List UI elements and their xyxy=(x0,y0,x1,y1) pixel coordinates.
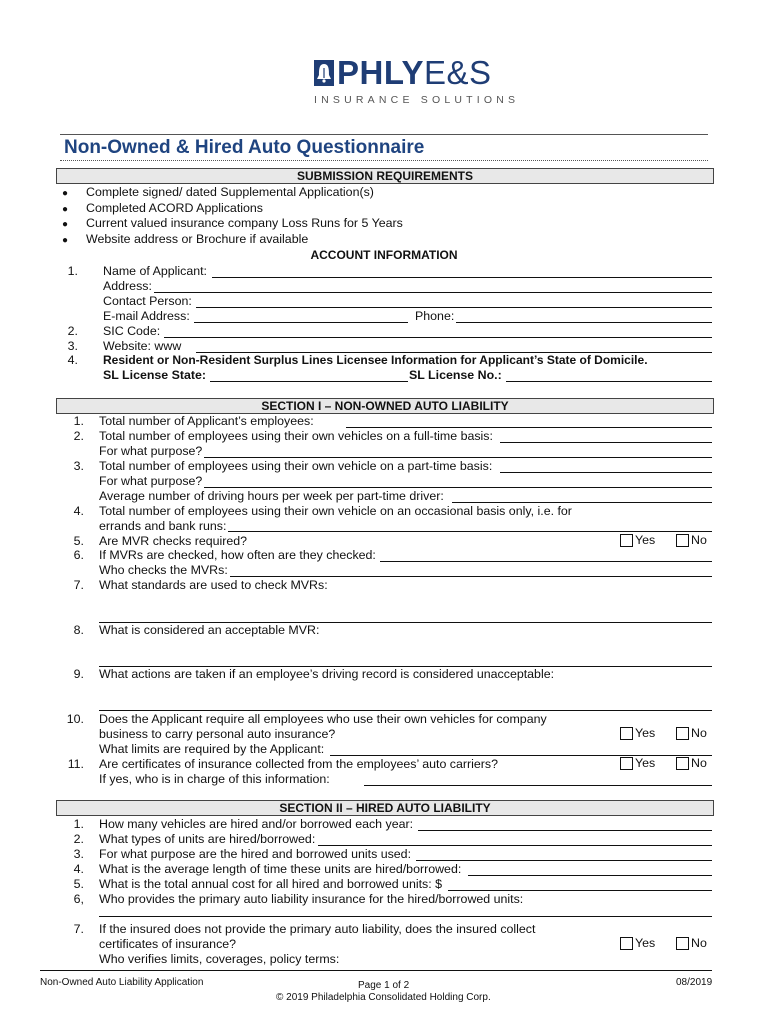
sl-state-label: SL License State: xyxy=(103,368,207,382)
s1-q5-no-checkbox[interactable] xyxy=(676,533,707,547)
s1-q5-label: Are MVR checks required? xyxy=(99,534,248,548)
item-number: 5. xyxy=(73,877,84,891)
s1-q10-label: Does the Applicant require all employees who use their own vehicles for company xyxy=(99,712,547,726)
checkbox-icon xyxy=(620,937,633,950)
s1-q2-purpose-label: For what purpose? xyxy=(99,444,203,458)
item-number: 10. xyxy=(66,712,84,726)
address-label: Address: xyxy=(103,279,152,293)
item-number: 2. xyxy=(73,832,84,846)
submission-item: Website address or Brochure if available xyxy=(86,232,309,246)
submission-item: Completed ACORD Applications xyxy=(86,201,263,215)
s1-q11-label: Are certificates of insurance collected from the employees’ auto carriers? xyxy=(99,757,498,771)
page-title: Non-Owned & Hired Auto Questionnaire xyxy=(64,137,425,158)
footer-form-name: Non-Owned Auto Liability Application xyxy=(40,977,204,988)
s1-q4-cont-label: errands and bank runs: xyxy=(99,519,227,533)
s2-q3-field[interactable] xyxy=(416,860,712,861)
title-rule-top xyxy=(60,134,708,135)
submission-item: Complete signed/ dated Supplemental Application(s) xyxy=(86,185,374,199)
applicant-name-label: Name of Applicant: xyxy=(103,264,208,278)
section1-heading: SECTION I – NON-OWNED AUTO LIABILITY xyxy=(56,398,714,414)
s1-q3-purpose-field[interactable] xyxy=(204,487,712,488)
s2-q6-label: Who provides the primary auto liability insurance for the hired/borrowed units: xyxy=(99,892,524,906)
logo-tagline: INSURANCE SOLUTIONS xyxy=(314,94,520,106)
item-number: 4. xyxy=(73,504,84,518)
s1-q6-who-label: Who checks the MVRs: xyxy=(99,563,228,577)
applicant-name-field[interactable] xyxy=(212,277,712,278)
s1-q3-label: Total number of employees using their own vehicle on a part-time basis: xyxy=(99,459,493,473)
s1-q7-label: What standards are used to check MVRs: xyxy=(99,578,328,592)
no-label: No xyxy=(691,533,707,547)
item-number: 7. xyxy=(73,922,84,936)
s1-q8-label: What is considered an acceptable MVR: xyxy=(99,623,320,637)
s1-q11-who-field[interactable] xyxy=(364,785,712,786)
s1-q2-purpose-field[interactable] xyxy=(204,457,712,458)
s1-q11-no-checkbox[interactable] xyxy=(676,756,707,770)
s1-q10-limits-label: What limits are required by the Applicant: xyxy=(99,742,325,756)
sic-label: SIC Code: xyxy=(103,324,161,338)
item-number: 7. xyxy=(73,578,84,592)
item-number: 2. xyxy=(73,429,84,443)
email-label: E-mail Address: xyxy=(103,309,190,323)
title-rule-bottom xyxy=(60,160,708,161)
s2-q4-label: What is the average length of time these units are hired/borrowed: xyxy=(99,862,462,876)
bullet: ● xyxy=(62,204,69,215)
no-label: No xyxy=(691,756,707,770)
s1-q3-hours-label: Average number of driving hours per week per part-time driver: xyxy=(99,489,444,503)
s1-q1-label: Total number of Applicant’s employees: xyxy=(99,414,314,428)
phone-label: Phone: xyxy=(415,309,455,323)
s1-q9-label: What actions are taken if an employee’s driving record is considered unacceptable: xyxy=(99,667,555,681)
s1-q6-who-field[interactable] xyxy=(230,576,712,577)
yes-label: Yes xyxy=(635,533,656,547)
s2-q7-cont-label: certificates of insurance? xyxy=(99,937,237,951)
item-number: 4. xyxy=(67,353,78,367)
s1-q10-yes-checkbox[interactable] xyxy=(620,726,655,740)
logo-suffix: E&S xyxy=(423,54,492,91)
item-number: 6, xyxy=(73,892,84,906)
s1-q11-who-label: If yes, who is in charge of this information: xyxy=(99,772,330,786)
s1-q3-purpose-label: For what purpose? xyxy=(99,474,203,488)
s2-q7-verify-field[interactable] xyxy=(40,970,712,971)
s1-q4-field[interactable] xyxy=(228,531,712,532)
s2-q6-field[interactable] xyxy=(99,916,712,917)
s2-q7-label: If the insured does not provide the primary auto liability, does the insured collect xyxy=(99,922,536,936)
s2-q7-no-checkbox[interactable] xyxy=(676,936,707,950)
s1-q2-field[interactable] xyxy=(500,442,712,443)
sl-no-field[interactable] xyxy=(506,381,712,382)
s2-q7-verify-label: Who verifies limits, coverages, policy terms: xyxy=(99,952,340,966)
s1-q11-yes-checkbox[interactable] xyxy=(620,756,655,770)
resident-note: Resident or Non-Resident Surplus Lines Licensee Information for Applicant’s State of Domicile. xyxy=(103,353,648,367)
item-number: 9. xyxy=(73,667,84,681)
yes-label: Yes xyxy=(635,756,656,770)
no-label: No xyxy=(691,936,707,950)
item-number: 5. xyxy=(73,534,84,548)
website-label: Website: www xyxy=(103,339,182,353)
s2-q2-field[interactable] xyxy=(318,845,712,846)
item-number: 8. xyxy=(73,623,84,637)
logo-brand: PHLY xyxy=(337,54,424,91)
item-number: 1. xyxy=(73,817,84,831)
no-label: No xyxy=(691,726,707,740)
email-field[interactable] xyxy=(194,322,408,323)
item-number: 4. xyxy=(73,862,84,876)
item-number: 3. xyxy=(67,339,78,353)
checkbox-icon xyxy=(676,757,689,770)
section2-heading: SECTION II – HIRED AUTO LIABILITY xyxy=(56,800,714,816)
yes-label: Yes xyxy=(635,936,656,950)
s2-q5-field[interactable] xyxy=(448,890,712,891)
s1-q6-field[interactable] xyxy=(380,561,712,562)
submission-heading: SUBMISSION REQUIREMENTS xyxy=(56,168,714,184)
s1-q6-label: If MVRs are checked, how often are they checked: xyxy=(99,548,376,562)
s2-q4-field[interactable] xyxy=(468,875,712,876)
s2-q1-label: How many vehicles are hired and/or borrowed each year: xyxy=(99,817,414,831)
bullet: ● xyxy=(62,219,69,230)
s1-q9-field[interactable] xyxy=(99,710,712,711)
item-number: 2. xyxy=(67,324,78,338)
sic-field[interactable] xyxy=(164,337,712,338)
checkbox-icon xyxy=(620,534,633,547)
s2-q5-label: What is the total annual cost for all hired and borrowed units: $ xyxy=(99,877,442,891)
s1-q3-hours-field[interactable] xyxy=(452,502,712,503)
submission-item: Current valued insurance company Loss Runs for 5 Years xyxy=(86,216,403,230)
checkbox-icon xyxy=(620,727,633,740)
s1-q10-no-checkbox[interactable] xyxy=(676,726,707,740)
s1-q1-field[interactable] xyxy=(346,427,712,428)
s1-q4-label: Total number of employees using their own vehicle on an occasional basis only, i.e. for xyxy=(99,504,572,518)
item-number: 11. xyxy=(67,757,84,771)
s1-q2-label: Total number of employees using their own vehicles on a full-time basis: xyxy=(99,429,493,443)
s1-q5-yes-checkbox[interactable] xyxy=(620,533,655,547)
footer-date: 08/2019 xyxy=(676,977,713,988)
item-number: 3. xyxy=(73,459,84,473)
s2-q3-label: For what purpose are the hired and borrowed units used: xyxy=(99,847,412,861)
phone-field[interactable] xyxy=(456,322,712,323)
bullet: ● xyxy=(62,235,69,246)
yes-label: Yes xyxy=(635,726,656,740)
sl-no-label: SL License No.: xyxy=(409,368,502,382)
item-number: 1. xyxy=(73,414,84,428)
sl-state-field[interactable] xyxy=(210,381,408,382)
checkbox-icon xyxy=(676,534,689,547)
footer-copyright: © 2019 Philadelphia Consolidated Holding Corp. xyxy=(276,992,491,1003)
s2-q7-yes-checkbox[interactable] xyxy=(620,936,655,950)
checkbox-icon xyxy=(620,757,633,770)
contact-label: Contact Person: xyxy=(103,294,192,308)
s1-q10-cont-label: business to carry personal auto insurance? xyxy=(99,727,336,741)
account-heading: ACCOUNT INFORMATION xyxy=(310,248,458,262)
item-number: 6. xyxy=(73,548,84,562)
s2-q1-field[interactable] xyxy=(418,830,712,831)
bullet: ● xyxy=(62,188,69,199)
company-logo xyxy=(314,54,520,106)
checkbox-icon xyxy=(676,937,689,950)
footer-page-number: Page 1 of 2 xyxy=(358,980,410,991)
item-number: 1. xyxy=(67,264,78,278)
contact-field[interactable] xyxy=(196,307,712,308)
checkbox-icon xyxy=(676,727,689,740)
liberty-bell-icon xyxy=(314,60,334,86)
s1-q3-field[interactable] xyxy=(500,472,712,473)
item-number: 3. xyxy=(73,847,84,861)
address-field[interactable] xyxy=(154,292,712,293)
s2-q2-label: What types of units are hired/borrowed: xyxy=(99,832,316,846)
